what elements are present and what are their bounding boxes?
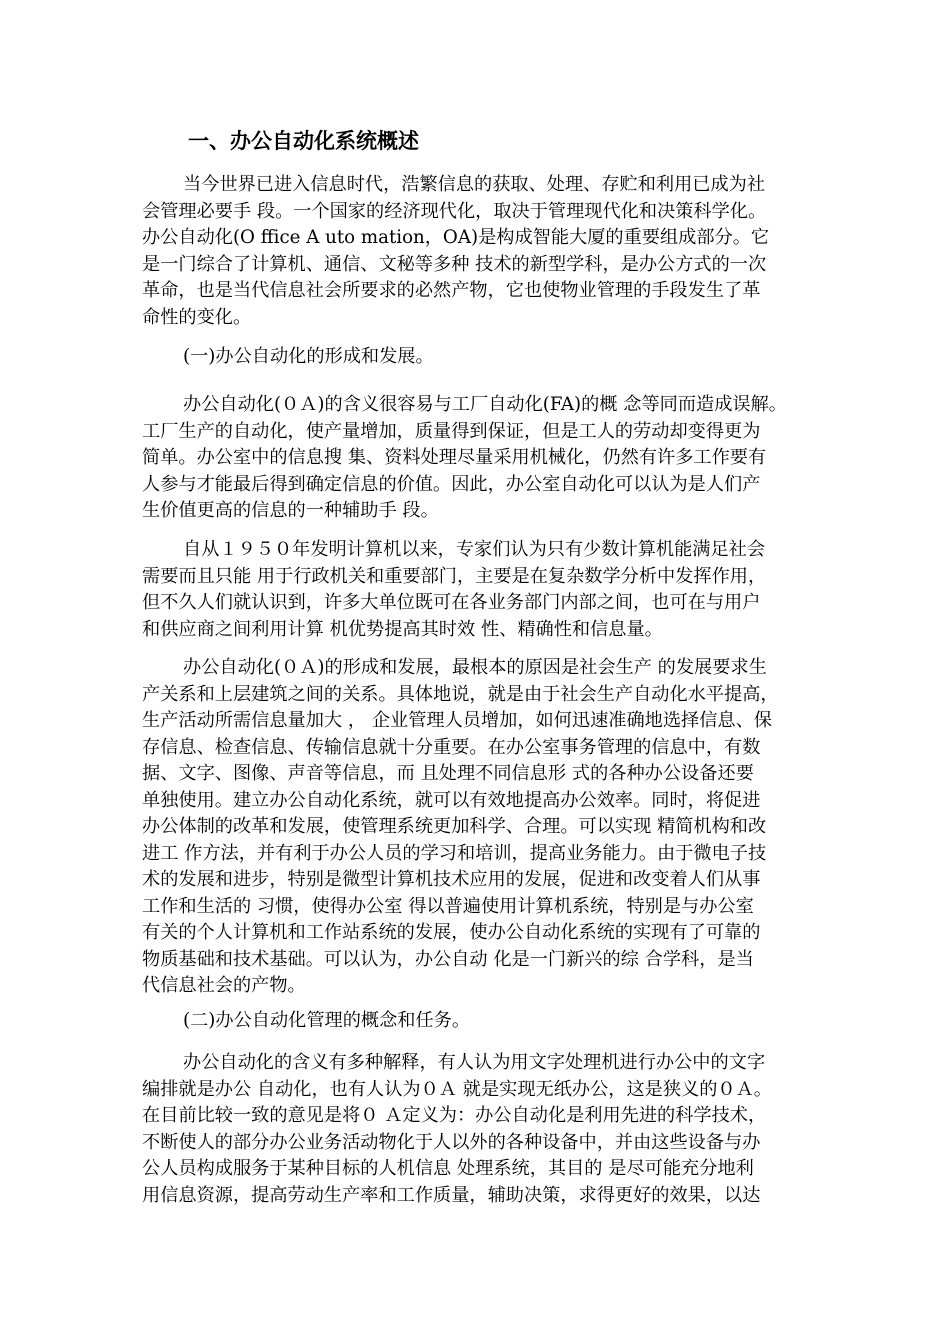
- text-line: 办公自动化(０Ａ)的含义很容易与工厂自动化(FA)的概 念等同而造成误解。: [183, 394, 787, 415]
- text-line: 工作和生活的 习惯，使得办公室 得以普遍使用计算机系统，特别是与办公室: [142, 895, 754, 917]
- text-line: 自从１９５０年发明计算机以来，专家们认为只有少数计算机能满足社会: [183, 539, 766, 560]
- text-line: 办公自动化的含义有多种解释，有人认为用文字处理机进行办公中的文字: [183, 1052, 766, 1073]
- text-line: 当今世界已进入信息时代，浩繁信息的获取、处理、存贮和利用已成为社: [183, 174, 766, 195]
- section-heading: 一、办公自动化系统概述: [188, 129, 419, 153]
- subheading-formation: (一)办公自动化的形成和发展。: [183, 346, 434, 367]
- text-line: 在目前比较一致的意见是将０ Ａ定义为：办公自动化是利用先进的科学技术，: [142, 1105, 767, 1126]
- text-line: 会管理必要手 段。一个国家的经济现代化，取决于管理现代化和决策科学化。: [142, 200, 767, 222]
- text-line: 进工 作方法，并有利于办公人员的学习和培训，提高业务能力。由于微电子技: [142, 842, 767, 864]
- text-line: 生价值更高的信息的一种辅助手 段。: [142, 500, 439, 521]
- text-line: 办公体制的改革和发展，使管理系统更加科学、合理。可以实现 精简机构和改: [142, 816, 767, 837]
- text-line: 存信息、检查信息、传输信息就十分重要。在办公室事务管理的信息中，有数: [142, 736, 761, 758]
- text-line: 有关的个人计算机和工作站系统的发展，使办公自动化系统的实现有了可靠的: [142, 922, 761, 943]
- text-line: 工厂生产的自动化，使产量增加，质量得到保证，但是工人的劳动却变得更为: [142, 420, 761, 442]
- paragraph-history: [142, 537, 808, 643]
- text-line: 单独使用。建立办公自动化系统，就可以有效地提高办公效率。同时，将促进: [142, 789, 761, 811]
- text-line: 物质基础和技术基础。可以认为，办公自动 化是一门新兴的综 合学科，是当: [142, 948, 754, 970]
- text-line: 革命，也是当代信息社会所要求的必然产物，它也使物业管理的手段发生了革: [142, 280, 761, 301]
- text-line: 办公自动化(O ffice A uto mation，OA)是构成智能大厦的重要组成部分。它: [142, 227, 770, 248]
- text-line: 术的发展和进步，特别是微型计算机技术应用的发展，促进和改变着人们从事: [142, 869, 761, 890]
- text-line: 人参与才能最后得到确定信息的价值。因此，办公室自动化可以认为是人们产: [142, 473, 761, 495]
- text-line: 据、文字、图像、声音等信息，而 且处理不同信息形 式的各种办公设备还要: [142, 763, 754, 784]
- paragraph-meaning: [142, 392, 808, 525]
- text-line: 生产活动所需信息量加大 ， 企业管理人员增加，如何迅速准确地选择信息、保: [142, 710, 772, 731]
- text-line: 代信息社会的产物。: [142, 975, 306, 996]
- text-line: 办公自动化(０Ａ)的形成和发展，最根本的原因是社会生产 的发展要求生: [183, 657, 767, 678]
- text-line: 编排就是办公 自动化，也有人认为０Ａ 就是实现无纸办公，这是狭义的０Ａ。: [142, 1078, 772, 1100]
- text-line: 不断使人的部分办公业务活动物化于人以外的各种设备中，并由这些设备与办: [142, 1131, 761, 1153]
- paragraph-definition: [142, 1050, 808, 1209]
- text-line: 是一门综合了计算机、通信、文秘等多种 技术的新型学科，是办公方式的一次: [142, 253, 767, 275]
- text-line: 和供应商之间利用计算 机优势提高其时效 性、精确性和信息量。: [142, 618, 663, 640]
- paragraph-intro: [142, 172, 808, 331]
- text-line: 公人员构成服务于某种目标的人机信息 处理系统，其目的 是尽可能充分地利: [142, 1158, 754, 1179]
- text-line: 用信息资源，提高劳动生产率和工作质量，辅助决策，求得更好的效果，以达: [142, 1184, 761, 1206]
- text-line: 简单。办公室中的信息搜 集、资料处理尽量采用机械化，仍然有许多工作要有: [142, 447, 767, 468]
- paragraph-development: [142, 655, 808, 1000]
- text-line: 需要而且只能 用于行政机关和重要部门，主要是在复杂数学分析中发挥作用，: [142, 565, 767, 587]
- text-line: 但不久人们就认识到，许多大单位既可在各业务部门内部之间，也可在与用户: [142, 592, 761, 613]
- text-line: 命性的变化。: [142, 306, 252, 328]
- subheading-concept: (二)办公自动化管理的概念和任务。: [183, 1010, 471, 1031]
- text-line: 产关系和上层建筑之间的关系。具体地说，就是由于社会生产自动化水平提高，: [142, 683, 779, 705]
